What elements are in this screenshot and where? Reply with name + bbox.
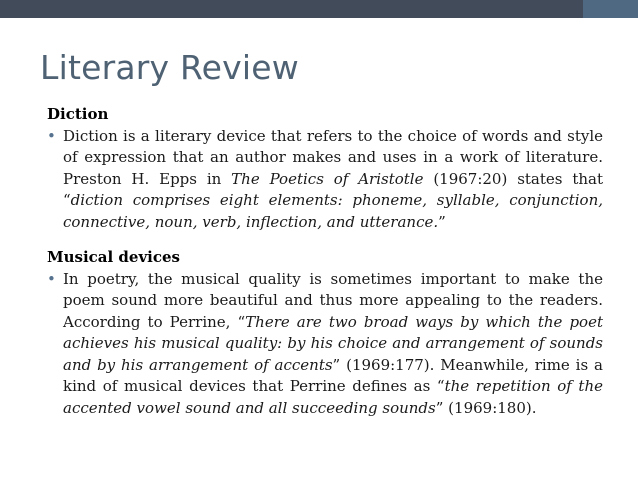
section-heading-musical-devices: Musical devices xyxy=(47,248,180,266)
text-segment: Diction is a literary device that refers to the choice of words and style of expression that an author makes and uses in a work of literature. Preston H. Epps in xyxy=(63,126,603,188)
slide-title: Literary Review xyxy=(40,48,299,87)
top-bar-accent xyxy=(583,0,638,18)
text-segment: ” (1969:180). xyxy=(435,398,537,417)
bullet-diction xyxy=(47,126,603,234)
section-heading-diction: Diction xyxy=(47,105,109,123)
slide-content xyxy=(47,104,603,419)
bullet-dot: • xyxy=(47,269,56,288)
bullet-dot: • xyxy=(47,126,56,145)
quotation: diction comprises eight elements: phoneme, syllable, conjunction, connective, noun, verb, inflection, and utterance. xyxy=(63,191,603,231)
text-segment: ” (1969:177). Meanwhile, rime is a kind of musical devices that Perrine defines as “ xyxy=(63,355,603,395)
quotation: There are two broad ways by which the poet achieves his musical quality: by his choice and arrangement of sounds and by his arrangement of accents xyxy=(63,312,603,374)
text-segment: (1967:20) states that “ xyxy=(63,169,603,209)
top-bar xyxy=(0,0,638,18)
quotation: the repetition of the accented vowel sound and all succeeding sounds xyxy=(63,377,603,417)
text-segment: In poetry, the musical quality is sometimes important to make the poem sound more beautiful and thus more appealing to the readers. According to Perrine, “ xyxy=(63,269,603,331)
text-segment: ” xyxy=(438,212,446,231)
book-title: The Poetics of Aristotle xyxy=(231,169,424,188)
bullet-musical-devices xyxy=(47,269,603,420)
